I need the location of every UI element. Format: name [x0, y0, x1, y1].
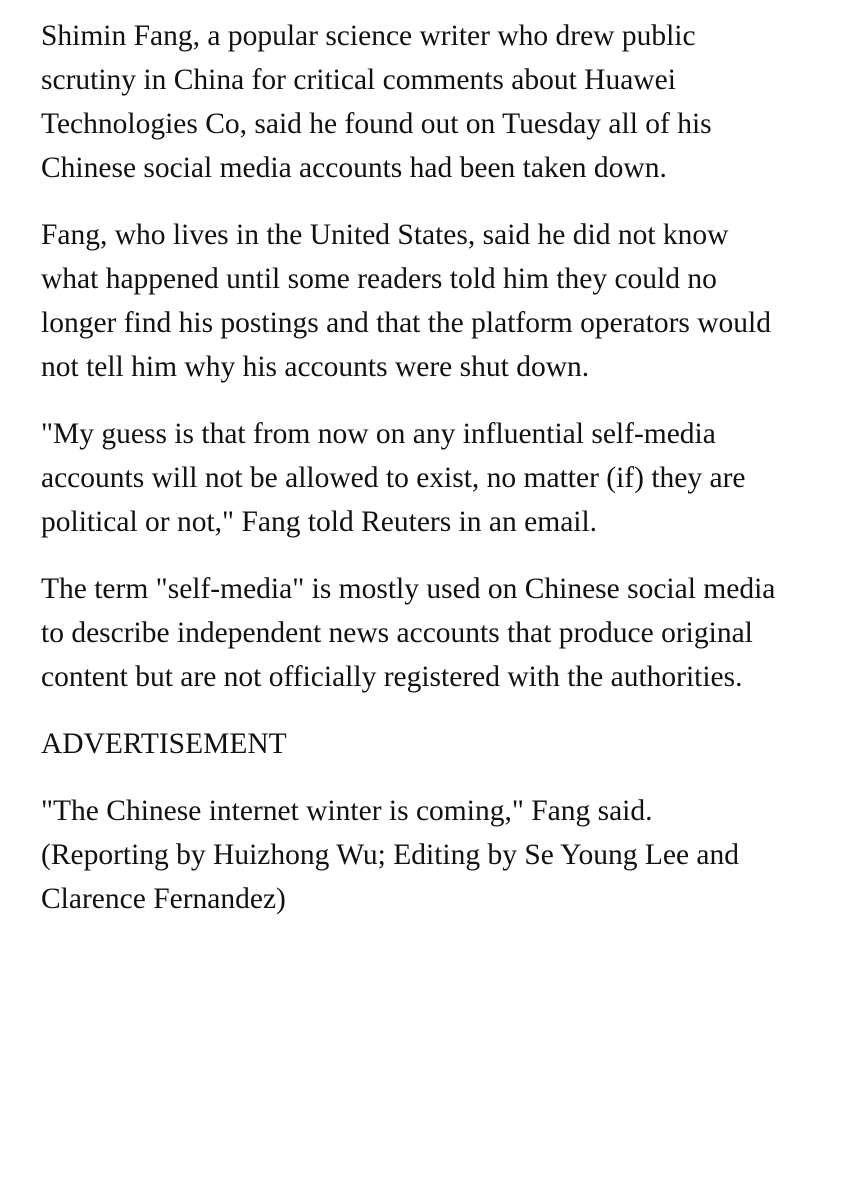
article-body [41, 14, 831, 944]
text-line: ADVERTISEMENT [41, 728, 287, 760]
text-line: Shimin Fang, a popular science writer who drew public [41, 20, 696, 52]
paragraph [41, 412, 831, 544]
text-line: "My guess is that from now on any influential self-media [41, 418, 716, 450]
text-line: Chinese social media accounts had been taken down. [41, 152, 667, 184]
text-line: political or not," Fang told Reuters in an email. [41, 506, 598, 538]
text-line: not tell him why his accounts were shut down. [41, 351, 590, 383]
advertisement-label [41, 722, 831, 766]
text-line: Clarence Fernandez) [41, 883, 286, 915]
paragraph [41, 789, 831, 921]
text-line: longer find his postings and that the platform operators would [41, 307, 771, 339]
text-line: "The Chinese internet winter is coming," Fang said. [41, 795, 653, 827]
text-line: to describe independent news accounts that produce original [41, 617, 753, 649]
text-line: The term "self-media" is mostly used on Chinese social media [41, 573, 776, 605]
text-line: (Reporting by Huizhong Wu; Editing by Se Young Lee and [41, 839, 740, 871]
paragraph [41, 567, 831, 699]
text-line: Fang, who lives in the United States, said he did not know [41, 219, 729, 251]
text-line: content but are not officially registered with the authorities. [41, 661, 743, 693]
text-line: scrutiny in China for critical comments about Huawei [41, 64, 676, 96]
text-line: accounts will not be allowed to exist, no matter (if) they are [41, 462, 746, 494]
text-line: what happened until some readers told him they could no [41, 263, 717, 295]
paragraph [41, 14, 831, 190]
text-line: Technologies Co, said he found out on Tuesday all of his [41, 108, 712, 140]
paragraph [41, 213, 831, 389]
